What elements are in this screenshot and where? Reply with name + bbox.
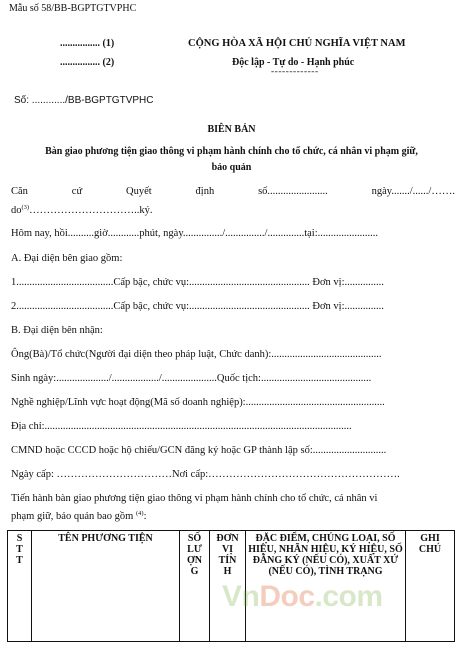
motto-rule: ------------- xyxy=(271,67,319,77)
watermark-logo: VnDoc.com xyxy=(222,580,383,613)
document-title: BIÊN BẢN xyxy=(207,124,256,135)
header-quantity: SỐ LƯ ỢN G xyxy=(180,531,210,642)
handover-line-1: Tiến hành bàn giao phương tiện giao thông vi phạm hành chính cho tổ chức, cá nhân vi xyxy=(11,493,378,504)
header-vehicle-name: TÊN PHƯƠNG TIỆN xyxy=(32,531,180,642)
document-number: Số: ............/BB-BGPTGTVPHC xyxy=(14,95,154,106)
receiver-name-row: Ông(Bà)/Tổ chức(Người đại diện theo pháp luật, Chức danh):.......................................... xyxy=(11,349,382,360)
header-stt: S T T xyxy=(8,531,32,642)
form-code: Mẫu số 58/BB-BGPTGTVPHC xyxy=(9,3,137,14)
section-b-heading: B. Đại diện bên nhận: xyxy=(11,325,103,336)
receiver-occupation-row: Nghề nghiệp/Lĩnh vực hoạt động(Mã số doanh nghiệp):..................................................... xyxy=(11,397,385,408)
national-motto: Độc lập - Tự do - Hạnh phúc xyxy=(232,57,355,68)
header-characteristics: ĐẶC ĐIỂM, CHỦNG LOẠI, SỐ HIỆU, NHÃN HIỆU, KÝ HIỆU, SỐ ĐĂNG KÝ (NẾU CÓ), XUẤT XỨ (NẾU CÓ), TÌNH TRẠNG xyxy=(246,531,406,642)
receiver-address-row: Địa chỉ:..................................................................................................................... xyxy=(11,421,352,432)
header-unit: ĐƠN VỊ TÍN H xyxy=(210,531,246,642)
basis-line xyxy=(11,186,455,197)
handover-line-2: phạm giữ, bảo quản bao gồm $^{(4)}$: xyxy=(11,510,147,522)
decision-date-field: ngày......./....../……. xyxy=(371,186,455,197)
document-subtitle-line-2: bảo quản xyxy=(211,162,252,173)
receiver-issue-row: Ngày cấp: ……………………………Nơi cấp:………………………………………………. xyxy=(11,469,400,480)
deliverer-row-1: 1.....................................Cấp bậc, chức vụ:.............................................. Đơn vị:............... xyxy=(11,277,384,288)
footnote-ref-3: (3) xyxy=(21,204,30,211)
receiver-birth-row: Sinh ngày:..................../................../.....................Quốc tịch:.......................................... xyxy=(11,373,372,384)
country-name: CỘNG HÒA XÃ HỘI CHỦ NGHĨA VIỆT NAM xyxy=(188,38,406,49)
section-a-heading: A. Đại diện bên giao gồm: xyxy=(11,253,123,264)
basis-word: cứ xyxy=(71,186,83,197)
document-subtitle-line-1: Bàn giao phương tiện giao thông vi phạm hành chính cho tổ chức, cá nhân vi phạm giữ, xyxy=(45,146,418,157)
decision-number-field: số....................... xyxy=(258,186,328,197)
today-line: Hôm nay, hồi..........giờ............phút, ngày.............../.............../..............tại:....................... xyxy=(11,228,379,239)
basis-signer-line: $do^{(3)}\dots\dots\dots\dots\dots\dots\dots\dots\dots\dots..ký$. xyxy=(11,204,153,216)
deliverer-row-2: 2.....................................Cấp bậc, chức vụ:.............................................. Đơn vị:............... xyxy=(11,301,384,312)
agency-line-1: ................ (1) xyxy=(60,38,115,49)
header-notes: GHI CHÚ xyxy=(406,531,455,642)
basis-word: Quyết xyxy=(126,186,152,197)
footnote-ref-4: (4) xyxy=(135,510,144,517)
receiver-id-row: CMND hoặc CCCD hoặc hộ chiếu/GCN đăng ký hoặc GP thành lập số:............................ xyxy=(11,445,387,456)
agency-line-2: ................ (2) xyxy=(60,57,115,68)
basis-word: Căn xyxy=(11,186,28,197)
basis-word: định xyxy=(195,186,215,197)
